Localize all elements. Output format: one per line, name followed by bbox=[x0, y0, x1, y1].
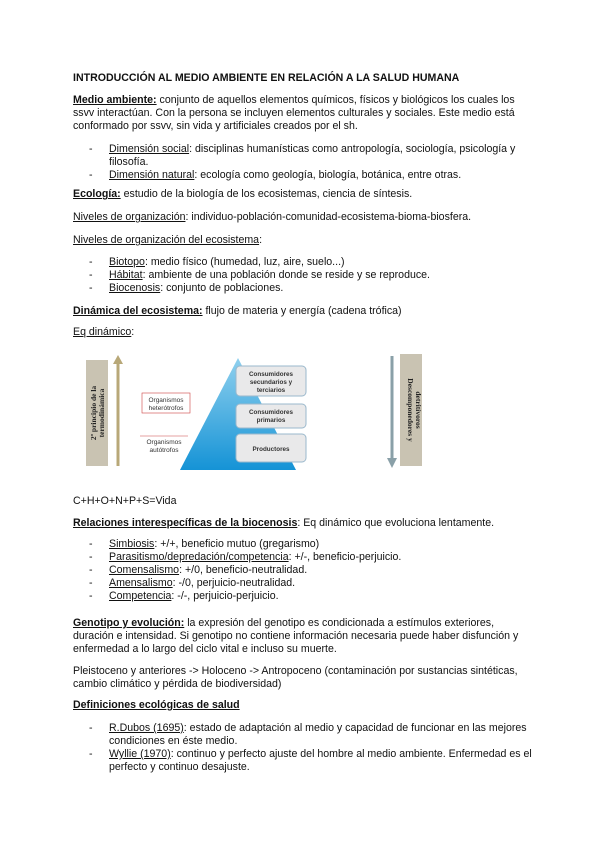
term: Simbiosis bbox=[109, 538, 155, 550]
section-dinamica bbox=[73, 305, 533, 318]
section-relaciones bbox=[73, 517, 533, 603]
list-item bbox=[73, 282, 533, 295]
list-item bbox=[73, 590, 533, 603]
list-item bbox=[73, 577, 533, 590]
definition: : +/0, beneficio-neutralidad. bbox=[179, 564, 308, 576]
document-title: INTRODUCCIÓN AL MEDIO AMBIENTE EN RELACIÓN A LA SALUD HUMANA bbox=[73, 72, 460, 84]
paragraph bbox=[73, 234, 533, 247]
bullet-list bbox=[73, 256, 533, 295]
definition: : -/0, perjuicio-neutralidad. bbox=[172, 577, 296, 589]
definition: estudio de la biología de los ecosistemas, ciencia de síntesis. bbox=[120, 188, 413, 200]
bullet-list bbox=[73, 538, 533, 603]
term: Wyllie (1970) bbox=[109, 748, 171, 760]
right-bar-label-2: detritívoros bbox=[414, 391, 423, 429]
definition: la expresión del genotipo es condicionada a estímulos exteriores, duración e intensidad. Si genotipo no contiene información necesaria puede haber disfunción y enfermedad a lo largo del ciclo vital e incluso su muerte. bbox=[73, 617, 519, 655]
term: Relaciones interespecíficas de la biocenosis bbox=[73, 517, 298, 529]
section-medio-ambiente bbox=[73, 94, 533, 182]
list-item bbox=[73, 143, 533, 169]
list-item bbox=[73, 551, 533, 564]
definition: : ambiente de una población donde se reside y se reproduce. bbox=[142, 269, 430, 281]
term: Eq dinámico bbox=[73, 326, 132, 338]
term: Medio ambiente: bbox=[73, 94, 157, 106]
term: R.Dubos (1695) bbox=[109, 722, 184, 734]
term: Comensalismo bbox=[109, 564, 180, 576]
list-item bbox=[73, 564, 533, 577]
section-genotipo bbox=[73, 617, 533, 656]
section-niveles-organizacion bbox=[73, 211, 533, 224]
formula: C+H+O+N+P+S=Vida bbox=[73, 495, 177, 507]
definition: : +/-, beneficio-perjuicio. bbox=[288, 551, 402, 563]
left-bar-label-1: 2º principio de la bbox=[89, 385, 98, 441]
definition: conjunto de aquellos elementos químicos, físicos y biológicos los cuales los ssvv interactúan. Con la persona se incluyen elementos culturales y sociales. Este medio está conformado por ssvv, sin vida y artificiales creados por el sh. bbox=[73, 94, 515, 132]
list-item bbox=[73, 169, 533, 182]
definition: : ecología como geología, biología, botánica, entre otras. bbox=[194, 169, 462, 181]
heterotrofos-label-1: Organismos bbox=[148, 397, 184, 404]
definition: : bbox=[131, 326, 135, 338]
definition: : Eq dinámico que evoluciona lentamente. bbox=[297, 517, 495, 529]
list-item bbox=[73, 269, 533, 282]
section-definiciones bbox=[73, 699, 533, 774]
diagram-svg bbox=[86, 352, 426, 472]
tier-box-primarios bbox=[236, 404, 306, 428]
definition: : disciplinas humanísticas como antropología, sociología, psicología y filosofía. bbox=[109, 143, 516, 168]
definition: : -/-, perjuicio-perjuicio. bbox=[171, 590, 279, 602]
tier-label: primarios bbox=[256, 417, 286, 424]
down-arrow-icon bbox=[387, 458, 397, 468]
term: Biotopo bbox=[109, 256, 145, 268]
left-bar-label-2: termodinámica bbox=[97, 388, 106, 438]
term: Dinámica del ecosistema: bbox=[73, 305, 203, 317]
term: Amensalismo bbox=[109, 577, 173, 589]
tier-label: secundarios y bbox=[249, 379, 293, 386]
section-heading: Definiciones ecológicas de salud bbox=[73, 699, 240, 711]
definition: : +/+, beneficio mutuo (gregarismo) bbox=[154, 538, 320, 550]
term: Competencia bbox=[109, 590, 172, 602]
section-ecologia bbox=[73, 188, 533, 201]
paragraph bbox=[73, 94, 533, 133]
definition: : continuo y perfecto ajuste del hombre al medio ambiente. Enfermedad es el perfecto y continuo desajuste. bbox=[109, 748, 532, 773]
definition: : medio físico (humedad, luz, aire, suelo...) bbox=[144, 256, 345, 268]
term: Biocenosis bbox=[109, 282, 161, 294]
tier-label: Consumidores bbox=[248, 409, 294, 416]
tier-label: Consumidores bbox=[248, 371, 294, 378]
term: Dimensión natural bbox=[109, 169, 195, 181]
definition: : individuo-población-comunidad-ecosistema-bioma-biosfera. bbox=[185, 211, 472, 223]
term: Hábitat bbox=[109, 269, 143, 281]
list-item bbox=[73, 538, 533, 551]
definition: : estado de adaptación al medio y capacidad de funcionar en las mejores condiciones en éste medio. bbox=[109, 722, 527, 747]
list-item bbox=[73, 748, 533, 774]
section-eq-dinamico bbox=[73, 326, 533, 339]
term: Dimensión social bbox=[109, 143, 190, 155]
right-bar-label-1: Descomponedores y bbox=[406, 378, 415, 442]
bullet-list bbox=[73, 143, 533, 182]
tier-label: Productores bbox=[252, 446, 290, 453]
paragraph bbox=[73, 517, 533, 530]
term: Genotipo y evolución: bbox=[73, 617, 185, 629]
section-niveles-ecosistema bbox=[73, 234, 533, 295]
autotrofos-label-1: Organismos bbox=[146, 439, 182, 446]
definition: flujo de materia y energía (cadena trófica) bbox=[202, 305, 402, 317]
list-item bbox=[73, 722, 533, 748]
trophic-pyramid-diagram bbox=[86, 352, 426, 472]
section-pleistoceno: Pleistoceno y anteriores -> Holoceno -> Antropoceno (contaminación por sustancias sintéticas, cambio climático y pérdida de biodiversidad) bbox=[73, 665, 518, 690]
term: Niveles de organización del ecosistema bbox=[73, 234, 260, 246]
list-item bbox=[73, 256, 533, 269]
heterotrofos-label-2: heterótrofos bbox=[148, 405, 184, 412]
term: Ecología: bbox=[73, 188, 121, 200]
bullet-list bbox=[73, 722, 533, 774]
up-arrow-icon bbox=[113, 355, 123, 364]
autotrofos-label-2: autótrofos bbox=[149, 447, 179, 454]
term: Niveles de organización bbox=[73, 211, 186, 223]
tier-label: terciarios bbox=[256, 387, 286, 394]
definition: : conjunto de poblaciones. bbox=[160, 282, 284, 294]
term: Parasitismo/depredación/competencia bbox=[109, 551, 289, 563]
definition: : bbox=[259, 234, 263, 246]
